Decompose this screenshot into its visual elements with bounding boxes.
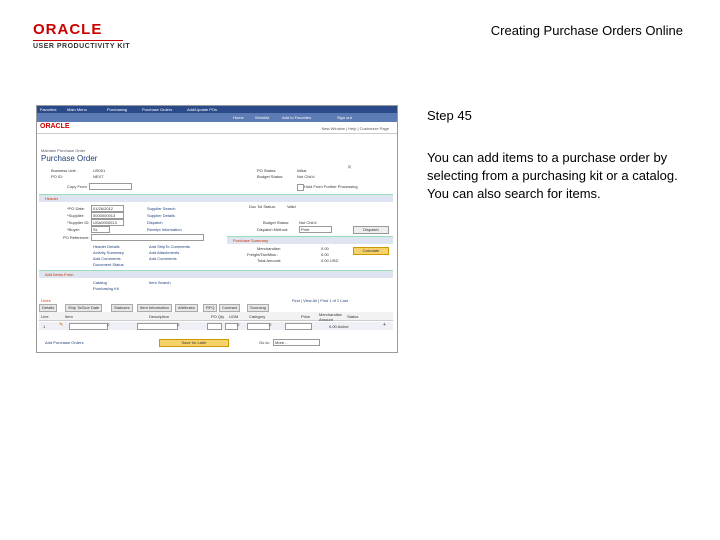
copy-from-select[interactable]	[89, 183, 132, 190]
logo-brand: ORACLE	[33, 21, 103, 38]
merchandise-value: 0.00	[321, 246, 329, 251]
table-row	[39, 322, 393, 330]
po-status-label: PO Status:	[257, 168, 277, 173]
dispatch-method-label: Dispatch Method:	[257, 227, 289, 232]
doc-tol-value: Valid	[287, 204, 296, 209]
add-comments-link-2[interactable]: Add Comments	[149, 256, 177, 261]
add-shipto-comments-link[interactable]: Add ShipTo Comments	[149, 244, 190, 249]
header-section[interactable]	[39, 194, 393, 202]
nav-bar	[37, 113, 397, 122]
go-to-label: Go to:	[259, 340, 270, 345]
lines-navigation[interactable]: Find | View All | First 1 of 1 Last	[292, 298, 348, 303]
freight-value: 0.00	[321, 252, 329, 257]
add-purchase-orders-link[interactable]: Add Purchase Orders	[45, 340, 84, 345]
header-section-label: Header	[45, 196, 59, 201]
item-detail-icon[interactable]: ✎	[59, 322, 64, 328]
po-id-label: PO ID:	[51, 174, 64, 179]
col-description: Description	[149, 314, 170, 319]
description-lookup-icon[interactable]: ⌕	[177, 322, 180, 328]
tab-ship-to[interactable]: Ship To/Due Date	[65, 304, 102, 312]
menu-add-update-pos[interactable]: Add/Update POs	[187, 107, 218, 112]
po-id-value: NEXT	[93, 174, 104, 179]
hold-label: Hold From Further Processing	[304, 184, 358, 189]
supplier-search-link[interactable]: Supplier Search	[147, 206, 176, 211]
col-line: Line	[41, 314, 49, 319]
row-amount-status: 0.00 Active	[329, 324, 349, 329]
close-icon[interactable]: ✕	[347, 165, 353, 171]
tab-contract[interactable]: Contract	[219, 304, 240, 312]
tab-statuses[interactable]: Statuses	[111, 304, 133, 312]
go-to-select[interactable]: More...	[273, 339, 320, 346]
tab-attributes[interactable]: Attributes	[175, 304, 198, 312]
col-category: Category	[249, 314, 266, 319]
tab-item-information[interactable]: Item Information	[137, 304, 172, 312]
dispatch-method-select[interactable]: Print	[299, 226, 332, 233]
col-merchandise-amount: Merchandise Amount	[319, 312, 342, 322]
supplier-details-link[interactable]: Supplier Details	[147, 213, 176, 218]
breadcrumb: Maintain Purchase Order	[41, 148, 86, 153]
add-attachments-link[interactable]: Add Attachments	[149, 250, 180, 255]
budget-status-value: Not Chk'd	[297, 174, 315, 179]
logo-subtitle: USER PRODUCTIVITY KIT	[33, 43, 131, 50]
category-input[interactable]	[247, 323, 270, 330]
freight-label: Freight/Tax/Misc.:	[247, 252, 279, 257]
business-unit-label: Business Unit:	[51, 168, 77, 173]
col-status: Status	[347, 314, 359, 319]
catalog-link[interactable]: Catalog	[93, 280, 107, 285]
item-input[interactable]	[69, 323, 108, 330]
document-status-link[interactable]: Document Status	[93, 262, 124, 267]
total-label: Total Amount:	[257, 258, 282, 263]
budget-status2-label: Budget Status:	[263, 220, 290, 225]
purchase-summary-label: Purchase Summary	[233, 238, 269, 243]
uom-lookup-icon[interactable]: ⌕	[237, 322, 240, 328]
supplier-label: *Supplier:	[67, 213, 85, 218]
nav-home[interactable]: Home	[233, 115, 244, 120]
business-unit-value: US001	[93, 168, 106, 173]
buyer-input[interactable]: SL	[91, 226, 110, 233]
screenshot-brand: ORACLE	[40, 123, 70, 130]
brand-row	[37, 122, 397, 134]
oracle-upk-logo	[33, 22, 130, 50]
row-line-number: 1	[43, 324, 46, 329]
activity-summary-link[interactable]: Activity Summary	[93, 250, 124, 255]
step-label: Step 45	[427, 108, 472, 123]
copy-from-label: Copy From	[67, 184, 87, 189]
page-title: Purchase Order	[41, 154, 98, 163]
merchandise-label: Merchandise:	[257, 246, 282, 251]
category-lookup-icon[interactable]: ⌕	[269, 322, 272, 328]
po-date-input[interactable]: 01/26/2012	[91, 205, 124, 212]
application-screenshot	[36, 105, 398, 353]
col-item: Item	[65, 314, 73, 319]
po-reference-label: PO Reference:	[63, 235, 90, 240]
po-qty-input[interactable]	[207, 323, 222, 330]
col-po-qty: PO Qty	[211, 314, 225, 319]
add-items-label: Add Items From	[45, 272, 74, 277]
step-description: You can add items to a purchase order by selecting from a purchasing kit or a catalog. You can also search for items.	[427, 150, 678, 201]
purchase-summary-section[interactable]	[227, 236, 393, 244]
slide-title: Creating Purchase Orders Online	[490, 23, 683, 38]
menu-favorites[interactable]: Favorites	[40, 107, 57, 112]
add-items-section[interactable]	[39, 270, 393, 278]
po-status-value: Initial	[297, 168, 307, 173]
menu-bar	[37, 106, 397, 113]
col-uom: UOM	[229, 314, 239, 319]
nav-add-favorites[interactable]: Add to Favorites	[282, 115, 312, 120]
tab-sourcing[interactable]: Sourcing	[247, 304, 269, 312]
save-for-later-button[interactable]: Save for Later	[159, 339, 229, 347]
po-date-label: *PO Date:	[67, 206, 86, 211]
hold-checkbox[interactable]	[297, 184, 304, 191]
lines-label: Lines	[41, 298, 51, 303]
dispatch-link[interactable]: Dispatch	[147, 220, 163, 225]
nav-sign-out[interactable]: Sign out	[337, 115, 352, 120]
description-input[interactable]	[137, 323, 178, 330]
menu-purchase-orders[interactable]: Purchase Orders	[142, 107, 173, 112]
item-search-link[interactable]: Item Search	[149, 280, 171, 285]
dispatch-button[interactable]: Dispatch	[353, 226, 389, 234]
add-row-icon[interactable]: +	[383, 322, 386, 328]
purchasing-kit-link[interactable]: Purchasing Kit	[93, 286, 119, 291]
price-input[interactable]	[285, 323, 312, 330]
buyer-label: *Buyer:	[67, 227, 81, 232]
line-tabs	[39, 304, 393, 311]
supplier-id-input[interactable]: USA0000013	[91, 219, 124, 226]
budget-status2-value: Not Chk'd	[299, 220, 317, 225]
total-value: 0.00 USD	[321, 258, 339, 263]
header-details-link[interactable]: Header Details	[93, 244, 120, 249]
logo-divider	[33, 40, 123, 41]
grid-header	[39, 312, 393, 321]
tab-rfq[interactable]: RFQ	[203, 304, 217, 312]
nav-worklist[interactable]: Worklist	[255, 115, 270, 120]
col-price: Price	[301, 314, 311, 319]
supplier-id-label: *Supplier ID:	[67, 220, 90, 225]
supplier-input[interactable]: 0000000013	[91, 212, 124, 219]
receipt-info-link[interactable]: Receipt Information	[147, 227, 182, 232]
calculate-button[interactable]: Calculate	[353, 247, 389, 255]
budget-status-label: Budget Status:	[257, 174, 284, 179]
add-comments-link[interactable]: Add Comments	[93, 256, 121, 261]
item-lookup-icon[interactable]: ⌕	[107, 322, 110, 328]
doc-tol-label: Doc Tol Status:	[249, 204, 276, 209]
menu-main[interactable]: Main Menu	[67, 107, 87, 112]
brand-links[interactable]: New Window | Help | Customize Page	[321, 126, 389, 131]
menu-purchasing[interactable]: Purchasing	[107, 107, 128, 112]
tab-details[interactable]: Details	[39, 304, 57, 312]
po-reference-input[interactable]	[91, 234, 204, 241]
